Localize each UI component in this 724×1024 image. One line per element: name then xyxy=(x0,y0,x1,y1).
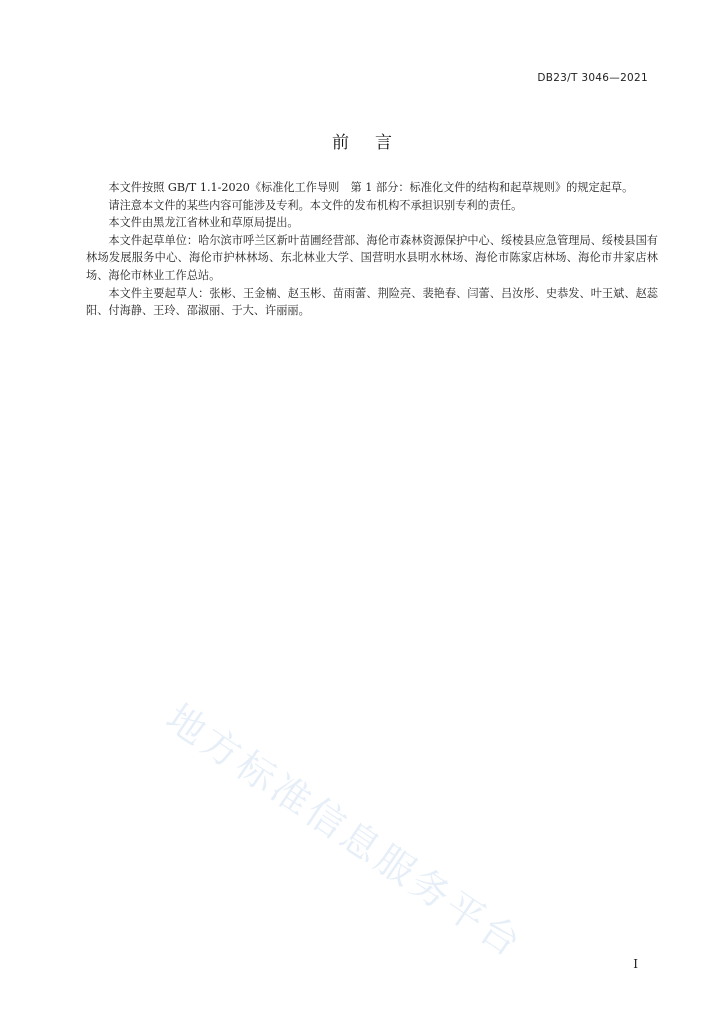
paragraph-drafting-rules: 本文件按照 GB/T 1.1-2020《标准化工作导则 第 1 部分：标准化文件的结构和起草规则》的规定起草。 xyxy=(108,181,634,194)
watermark: 地方标准信息服务平台 xyxy=(158,695,532,967)
foreword-body xyxy=(86,179,658,320)
paragraph-drafting-units: 本文件起草单位：哈尔滨市呼兰区新叶苗圃经营部、海伦市森林资源保护中心、绥棱县应急管理局、绥棱县国有林场发展服务中心、海伦市护林林场、东北林业大学、国营明水县明水林场、海伦市陈家店林场、海伦市井家店林场、海伦市林业工作总站。 xyxy=(86,233,658,282)
paragraph-proposer: 本文件由黑龙江省林业和草原局提出。 xyxy=(108,216,299,230)
paragraph-drafters: 本文件主要起草人：张彬、王金楠、赵玉彬、苗雨蕾、荆险亮、裴艳春、闫蕾、吕汝彤、史恭发、叶王斌、赵蕊阳、付海静、王玲、邵淑丽、于大、许丽丽。 xyxy=(86,286,658,318)
document-code: DB23/T 3046—2021 xyxy=(537,72,648,84)
page-number: I xyxy=(633,957,638,971)
page-title: 前言 xyxy=(332,133,418,153)
paragraph-patent-notice: 请注意本文件的某些内容可能涉及专利。本文件的发布机构不承担识别专利的责任。 xyxy=(108,198,523,212)
